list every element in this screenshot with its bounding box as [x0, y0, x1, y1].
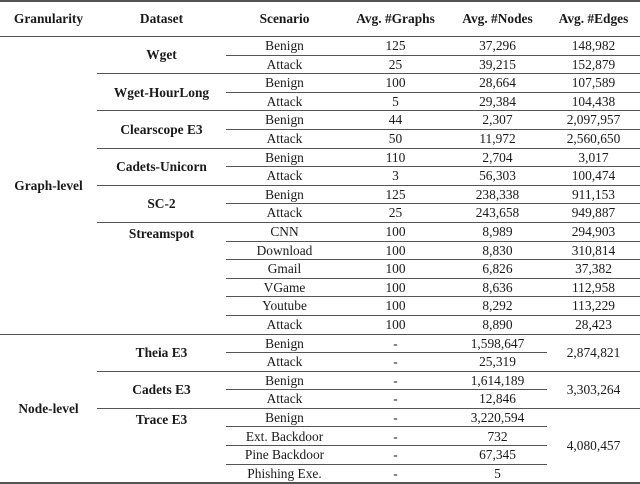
edges-cell: 911,153: [547, 185, 640, 204]
edges-cell: 113,229: [547, 297, 640, 316]
scenario-cell: Attack: [226, 92, 343, 111]
edges-cell: 4,080,457: [547, 408, 640, 483]
nodes-cell: 37,296: [448, 37, 547, 56]
scenario-cell: Attack: [226, 390, 343, 409]
dataset-cell: Theia E3: [97, 334, 226, 371]
nodes-cell: 2,704: [448, 148, 547, 167]
dataset-cell: Wget: [97, 37, 226, 74]
scenario-cell: Benign: [226, 148, 343, 167]
dataset-cell: Wget-HourLong: [97, 74, 226, 111]
scenario-cell: Download: [226, 241, 343, 260]
nodes-cell: 12,846: [448, 390, 547, 409]
graphs-cell: 110: [343, 148, 448, 167]
graphs-cell: 100: [343, 222, 448, 241]
granularity-cell: Node-level: [0, 334, 97, 483]
graphs-cell: -: [343, 464, 448, 483]
edges-cell: 2,097,957: [547, 111, 640, 130]
nodes-cell: 5: [448, 464, 547, 483]
table-row: [0, 334, 640, 353]
graphs-cell: 100: [343, 278, 448, 297]
scenario-cell: Attack: [226, 204, 343, 223]
scenario-cell: Benign: [226, 185, 343, 204]
dataset-cell: Trace E3: [97, 408, 226, 483]
nodes-cell: 1,614,189: [448, 371, 547, 390]
graphs-cell: 125: [343, 185, 448, 204]
nodes-cell: 67,345: [448, 446, 547, 465]
scenario-cell: Attack: [226, 315, 343, 334]
scenario-cell: Benign: [226, 74, 343, 93]
scenario-cell: VGame: [226, 278, 343, 297]
graphs-cell: -: [343, 334, 448, 353]
scenario-cell: Benign: [226, 408, 343, 427]
nodes-cell: 25,319: [448, 353, 547, 372]
edges-cell: 3,017: [547, 148, 640, 167]
nodes-cell: 11,972: [448, 129, 547, 148]
edges-cell: 107,589: [547, 74, 640, 93]
edges-cell: 28,423: [547, 315, 640, 334]
scenario-cell: Attack: [226, 167, 343, 186]
dataset-cell: Cadets E3: [97, 371, 226, 408]
nodes-cell: 732: [448, 427, 547, 446]
nodes-cell: 8,890: [448, 315, 547, 334]
scenario-cell: Benign: [226, 37, 343, 56]
nodes-cell: 28,664: [448, 74, 547, 93]
nodes-cell: 243,658: [448, 204, 547, 223]
edges-cell: 949,887: [547, 204, 640, 223]
graphs-cell: 100: [343, 74, 448, 93]
nodes-cell: 8,636: [448, 278, 547, 297]
scenario-cell: Benign: [226, 371, 343, 390]
graphs-cell: 100: [343, 260, 448, 279]
nodes-cell: 6,826: [448, 260, 547, 279]
nodes-cell: 238,338: [448, 185, 547, 204]
graphs-cell: 25: [343, 204, 448, 223]
dataset-cell: SC-2: [97, 185, 226, 222]
header-dataset: Dataset: [97, 1, 226, 37]
nodes-cell: 8,830: [448, 241, 547, 260]
edges-cell: 100,474: [547, 167, 640, 186]
graphs-cell: -: [343, 427, 448, 446]
scenario-cell: Pine Backdoor: [226, 446, 343, 465]
scenario-cell: Attack: [226, 55, 343, 74]
header-row: [0, 1, 640, 37]
edges-cell: 3,303,264: [547, 371, 640, 408]
graphs-cell: -: [343, 446, 448, 465]
nodes-cell: 3,220,594: [448, 408, 547, 427]
nodes-cell: 39,215: [448, 55, 547, 74]
header-avg-graphs: Avg. #Graphs: [343, 1, 448, 37]
edges-cell: 310,814: [547, 241, 640, 260]
scenario-cell: CNN: [226, 222, 343, 241]
scenario-cell: Benign: [226, 111, 343, 130]
nodes-cell: 8,292: [448, 297, 547, 316]
graphs-cell: -: [343, 353, 448, 372]
dataset-cell: Clearscope E3: [97, 111, 226, 148]
nodes-cell: 8,989: [448, 222, 547, 241]
granularity-cell: Graph-level: [0, 37, 97, 335]
scenario-cell: Phishing Exe.: [226, 464, 343, 483]
graphs-cell: -: [343, 390, 448, 409]
table-row: [0, 37, 640, 56]
scenario-cell: Attack: [226, 129, 343, 148]
graphs-cell: 100: [343, 241, 448, 260]
nodes-cell: 29,384: [448, 92, 547, 111]
header-avg-nodes: Avg. #Nodes: [448, 1, 547, 37]
edges-cell: 112,958: [547, 278, 640, 297]
edges-cell: 152,879: [547, 55, 640, 74]
edges-cell: 148,982: [547, 37, 640, 56]
graphs-cell: 5: [343, 92, 448, 111]
dataset-cell: Streamspot: [97, 222, 226, 334]
graphs-cell: 125: [343, 37, 448, 56]
nodes-cell: 2,307: [448, 111, 547, 130]
edges-cell: 2,874,821: [547, 334, 640, 371]
graphs-cell: 44: [343, 111, 448, 130]
edges-cell: 104,438: [547, 92, 640, 111]
header-granularity: Granularity: [0, 1, 97, 37]
edges-cell: 294,903: [547, 222, 640, 241]
nodes-cell: 1,598,647: [448, 334, 547, 353]
graphs-cell: 100: [343, 315, 448, 334]
header-avg-edges: Avg. #Edges: [547, 1, 640, 37]
graphs-cell: 3: [343, 167, 448, 186]
scenario-cell: Attack: [226, 353, 343, 372]
graphs-cell: -: [343, 371, 448, 390]
edges-cell: 37,382: [547, 260, 640, 279]
edges-cell: 2,560,650: [547, 129, 640, 148]
dataset-cell: Cadets-Unicorn: [97, 148, 226, 185]
scenario-cell: Ext. Backdoor: [226, 427, 343, 446]
graphs-cell: 25: [343, 55, 448, 74]
scenario-cell: Youtube: [226, 297, 343, 316]
graphs-cell: -: [343, 408, 448, 427]
scenario-cell: Gmail: [226, 260, 343, 279]
header-scenario: Scenario: [226, 1, 343, 37]
graphs-cell: 100: [343, 297, 448, 316]
graphs-cell: 50: [343, 129, 448, 148]
scenario-cell: Benign: [226, 334, 343, 353]
nodes-cell: 56,303: [448, 167, 547, 186]
